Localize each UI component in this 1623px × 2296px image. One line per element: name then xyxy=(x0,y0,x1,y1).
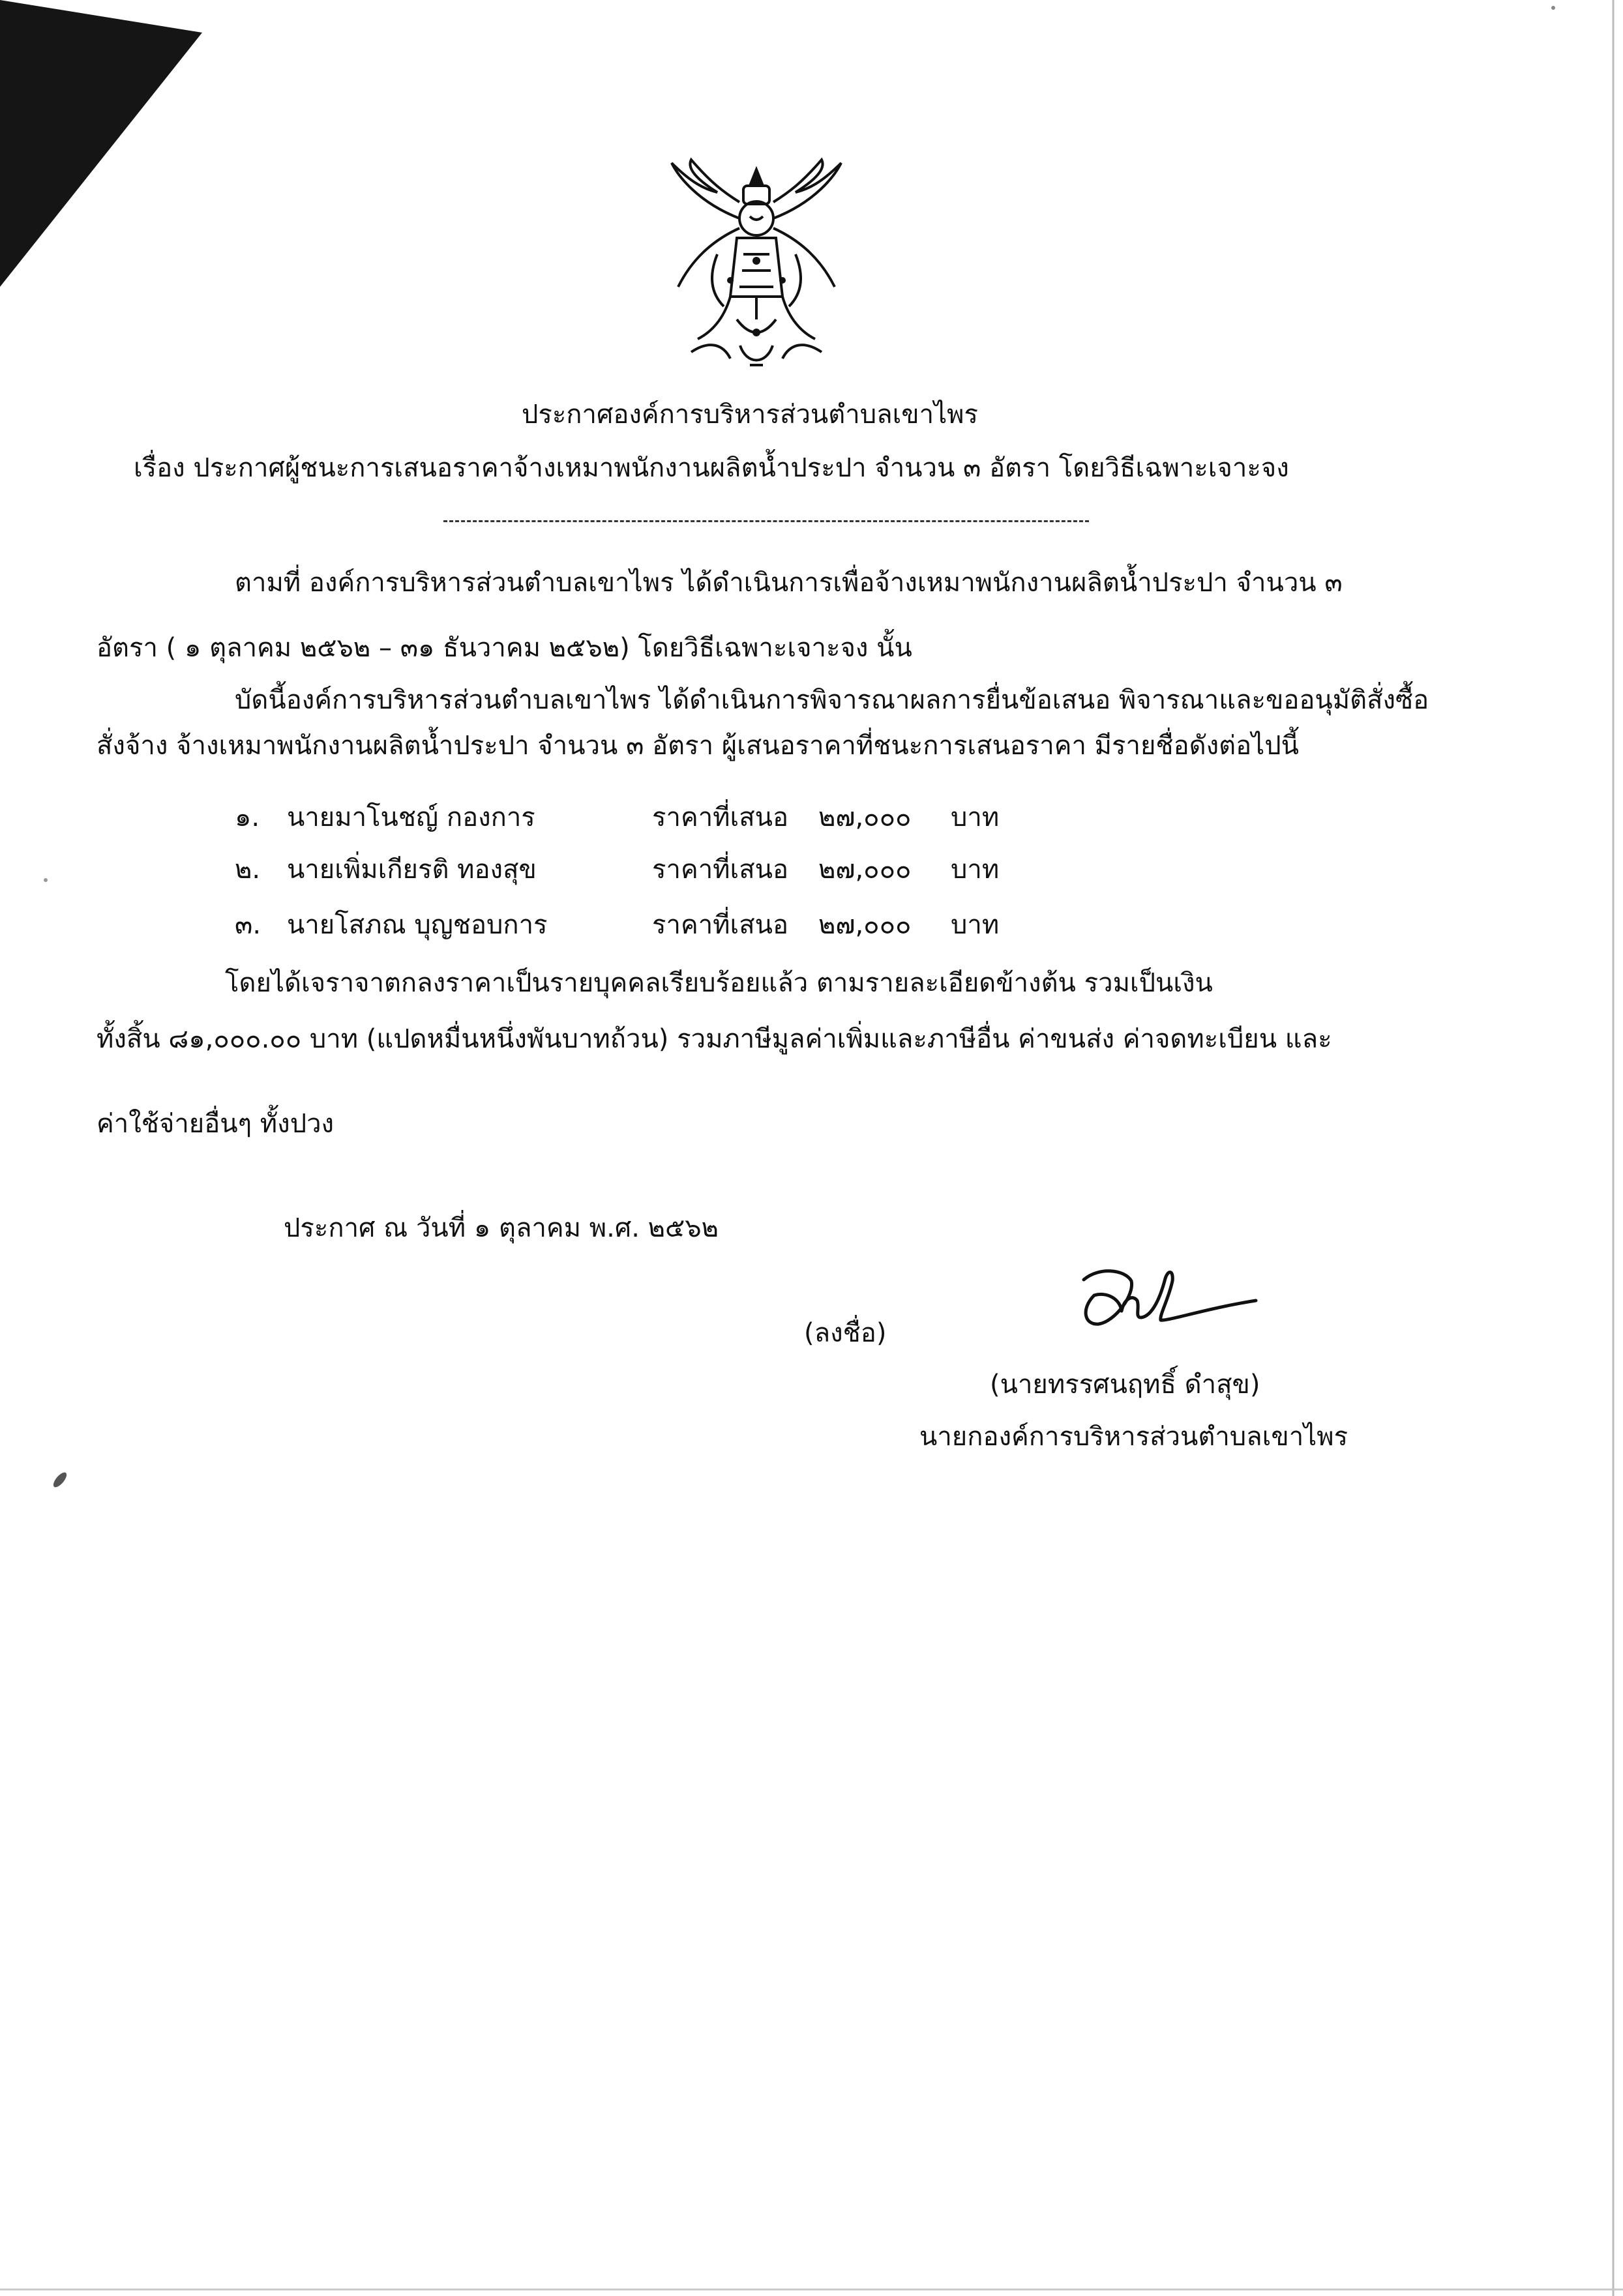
title-divider xyxy=(443,520,1089,522)
announcement-subject: เรื่อง ประกาศผู้ชนะการเสนอราคาจ้างเหมาพนักงานผลิตน้ำประปา จำนวน ๓ อัตรา โดยวิธีเฉพาะเจาะจง xyxy=(134,453,1289,483)
winner-name: นายมาโนชญ์ กองการ xyxy=(287,802,535,832)
winner-name: นายเพิ่มเกียรติ ทองสุข xyxy=(287,855,537,885)
winner-number: ๓. xyxy=(235,910,261,940)
signature-label: (ลงชื่อ) xyxy=(804,1318,887,1348)
price-label: ราคาที่เสนอ xyxy=(652,802,788,832)
price-label: ราคาที่เสนอ xyxy=(652,855,788,885)
paragraph-3-line-3: ค่าใช้จ่ายอื่นๆ ทั้งปวง xyxy=(97,1109,335,1139)
price-currency: บาท xyxy=(951,802,1000,832)
price-label: ราคาที่เสนอ xyxy=(652,910,788,940)
winner-number: ๒. xyxy=(235,855,261,885)
signer-title: นายกองค์การบริหารส่วนตำบลเขาไพร xyxy=(919,1422,1348,1452)
price-value: ๒๗,๐๐๐ xyxy=(818,802,912,832)
price-value: ๒๗,๐๐๐ xyxy=(818,855,912,885)
signer-name: (นายทรรศนฤทธิ์ ดำสุข) xyxy=(990,1370,1260,1400)
paragraph-3-line-1: โดยได้เจราจาตกลงราคาเป็นรายบุคคลเรียบร้อยแล้ว ตามรายละเอียดข้างต้น รวมเป็นเงิน xyxy=(225,968,1213,998)
paragraph-2-line-1: บัดนี้องค์การบริหารส่วนตำบลเขาไพร ได้ดำเนินการพิจารณาผลการยื่นข้อเสนอ พิจารณาและขออนุมัติสั่งซื้อ xyxy=(235,685,1429,715)
paragraph-2-line-2: สั่งจ้าง จ้างเหมาพนักงานผลิตน้ำประปา จำนวน ๓ อัตรา ผู้เสนอราคาที่ชนะการเสนอราคา มีรายชื่อดังต่อไปนี้ xyxy=(97,731,1299,761)
announcement-date: ประกาศ ณ วันที่ ๑ ตุลาคม พ.ศ. ๒๕๖๒ xyxy=(284,1213,719,1243)
paragraph-3-line-2: ทั้งสิ้น ๘๑,๐๐๐.๐๐ บาท (แปดหมื่นหนึ่งพันบาทถ้วน) รวมภาษีมูลค่าเพิ่มและภาษีอื่น ค่าขนส่ง ค่าจดทะเบียน และ xyxy=(97,1024,1332,1054)
handwritten-signature xyxy=(1069,1261,1258,1333)
winner-number: ๑. xyxy=(235,802,260,832)
announcement-org-title: ประกาศองค์การบริหารส่วนตำบลเขาไพร xyxy=(521,400,979,430)
paragraph-1-line-2: อัตรา ( ๑ ตุลาคม ๒๕๖๒ – ๓๑ ธันวาคม ๒๕๖๒) โดยวิธีเฉพาะเจาะจง นั้น xyxy=(97,633,912,663)
paragraph-1-line-1: ตามที่ องค์การบริหารส่วนตำบลเขาไพร ได้ดำเนินการเพื่อจ้างเหมาพนักงานผลิตน้ำประปา จำนวน ๓ xyxy=(235,568,1343,598)
price-currency: บาท xyxy=(951,855,1000,885)
garuda-emblem-icon xyxy=(652,156,861,372)
winner-name: นายโสภณ บุญชอบการ xyxy=(287,910,548,940)
price-currency: บาท xyxy=(951,910,1000,940)
price-value: ๒๗,๐๐๐ xyxy=(818,910,912,940)
